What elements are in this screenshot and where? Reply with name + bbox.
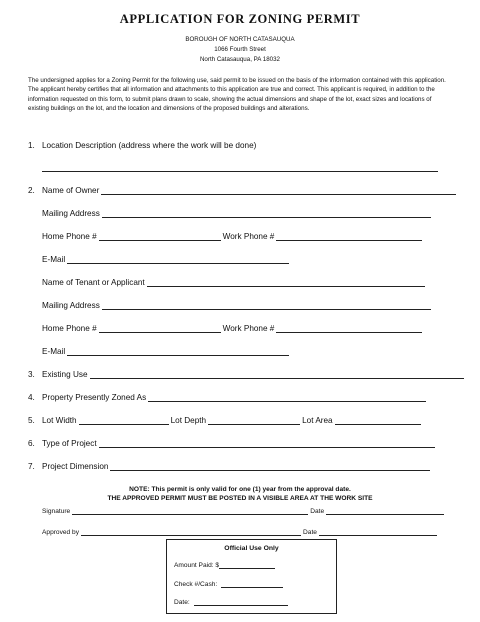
home-phone-label: Home Phone #: [42, 324, 97, 333]
tenant-email-row: [42, 347, 291, 356]
zoned-row: [28, 393, 428, 402]
owner-email-row: [42, 255, 291, 264]
check-cash-field[interactable]: [221, 580, 283, 588]
item-number: 7.: [28, 462, 35, 471]
project-type-row: [28, 439, 437, 448]
location-row: [28, 141, 256, 150]
mailing-label: Mailing Address: [42, 301, 100, 310]
signature-row: [42, 507, 446, 515]
approval-date-label: Date: [303, 529, 317, 536]
check-cash-row: [174, 580, 285, 588]
project-dimension-field[interactable]: [110, 462, 430, 471]
org-street: 1066 Fourth Street: [214, 46, 266, 53]
signature-field[interactable]: [72, 507, 308, 515]
item-number: 3.: [28, 370, 35, 379]
item-number: 4.: [28, 393, 35, 402]
location-label: Location Description (address where the work will be done): [42, 141, 257, 150]
project-dimension-label: Project Dimension: [42, 462, 109, 471]
official-use-title: Official Use Only: [224, 545, 279, 552]
tenant-row: [42, 278, 427, 287]
lot-row: [28, 416, 423, 425]
location-field[interactable]: [42, 163, 438, 172]
email-label: E-Mail: [42, 255, 66, 264]
tenant-phone-row: [42, 324, 424, 333]
owner-name-field[interactable]: [101, 186, 456, 195]
location-line-row: [42, 163, 440, 172]
form-title: APPLICATION FOR ZONING PERMIT: [119, 12, 361, 26]
owner-mailing-row: [42, 209, 433, 218]
lot-depth-label: Lot Depth: [170, 416, 207, 425]
signature-label: Signature: [42, 508, 71, 515]
office-date-label: Date:: [174, 599, 190, 606]
tenant-work-phone-field[interactable]: [276, 324, 422, 333]
approval-row: [42, 528, 439, 536]
approved-by-field[interactable]: [81, 528, 301, 536]
lot-area-field[interactable]: [335, 416, 421, 425]
validity-note: NOTE: This permit is only valid for one (1) year from the approval date.: [129, 486, 351, 493]
owner-mailing-field[interactable]: [102, 209, 431, 218]
amount-paid-row: [174, 561, 277, 569]
approved-label: Approved by: [42, 529, 80, 536]
work-phone-label: Work Phone #: [222, 324, 275, 333]
signature-date-label: Date: [310, 508, 325, 515]
tenant-email-field[interactable]: [67, 347, 289, 356]
tenant-mailing-row: [42, 301, 433, 310]
posting-note: THE APPROVED PERMIT MUST BE POSTED IN A VISIBLE AREA AT THE WORK SITE: [107, 495, 373, 502]
zoned-field[interactable]: [148, 393, 426, 402]
owner-email-field[interactable]: [67, 255, 289, 264]
tenant-name-field[interactable]: [147, 278, 425, 287]
lot-depth-field[interactable]: [208, 416, 300, 425]
email-label: E-Mail: [42, 347, 66, 356]
existing-use-label: Existing Use: [42, 370, 88, 379]
official-use-box: [166, 539, 337, 614]
tenant-mailing-field[interactable]: [102, 301, 431, 310]
work-phone-label: Work Phone #: [222, 232, 275, 241]
lot-width-field[interactable]: [79, 416, 169, 425]
amount-paid-label: Amount Paid: $: [174, 562, 220, 569]
tenant-label: Name of Tenant or Applicant: [42, 278, 145, 287]
owner-phone-row: [42, 232, 424, 241]
check-cash-label: Check #/Cash:: [174, 581, 218, 588]
owner-home-phone-field[interactable]: [99, 232, 221, 241]
project-type-label: Type of Project: [42, 439, 97, 448]
org-city: North Catasauqua, PA 18032: [199, 56, 281, 63]
approval-date-field[interactable]: [319, 528, 437, 536]
tenant-home-phone-field[interactable]: [99, 324, 221, 333]
item-number: 5.: [28, 416, 35, 425]
intro-paragraph: The undersigned applies for a Zoning Permit for the following use, said permit to be issued on the basis of the information contained with this application. The applicant hereby certifies that all information and attachments to this application are true and correct. This applicant is required, in addition to the information requested on this form, to submit plans drawn to scale, showing the actual dimensions and shape of the lot, exact sizes and locations of existing buildings on the lot, and the location and dimensions of the proposed buildings and alterations.: [28, 77, 446, 113]
project-type-field[interactable]: [99, 439, 435, 448]
office-date-row: [174, 598, 290, 606]
owner-label: Name of Owner: [42, 186, 100, 195]
lot-area-label: Lot Area: [302, 416, 333, 425]
item-number: 2.: [28, 186, 35, 195]
item-number: 6.: [28, 439, 35, 448]
office-date-field[interactable]: [194, 598, 288, 606]
existing-use-field[interactable]: [90, 370, 464, 379]
zoned-label: Property Presently Zoned As: [42, 393, 147, 402]
mailing-label: Mailing Address: [42, 209, 100, 218]
lot-width-label: Lot Width: [42, 416, 77, 425]
item-number: 1.: [28, 141, 35, 150]
existing-use-row: [28, 370, 466, 379]
signature-date-field[interactable]: [326, 507, 444, 515]
project-dimension-row: [28, 462, 432, 471]
home-phone-label: Home Phone #: [42, 232, 97, 241]
owner-row: [28, 186, 458, 195]
owner-work-phone-field[interactable]: [276, 232, 422, 241]
amount-paid-field[interactable]: [219, 561, 275, 569]
org-name: BOROUGH OF NORTH CATASAUQUA: [185, 36, 295, 43]
